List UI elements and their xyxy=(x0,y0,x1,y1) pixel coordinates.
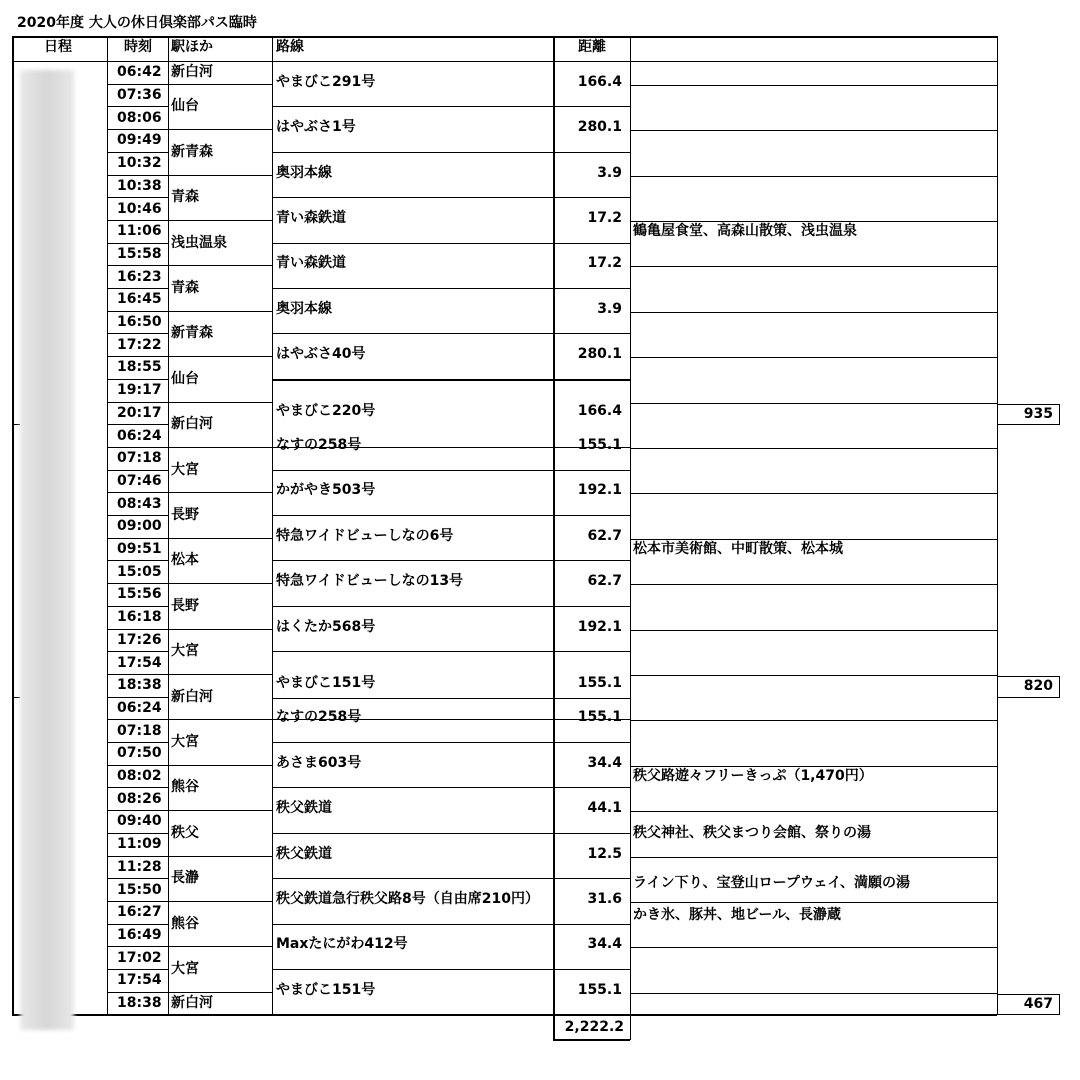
note-row-line xyxy=(630,493,997,494)
time-row-line xyxy=(107,856,168,857)
station-cell: 長野 xyxy=(171,507,199,523)
time-cell: 07:36 xyxy=(117,87,162,104)
time-cell: 07:18 xyxy=(117,722,162,739)
route-name: 青い森鉄道 xyxy=(276,255,346,272)
time-cell: 15:56 xyxy=(117,586,162,603)
time-cell: 18:55 xyxy=(117,359,162,376)
route-distance: 3.9 xyxy=(597,164,622,181)
station-cell: 新白河 xyxy=(171,64,213,81)
time-cell: 11:28 xyxy=(117,858,162,875)
time-row-line xyxy=(107,356,168,357)
note-cell: 秩父神社、秩父まつり会館、祭りの湯 xyxy=(633,824,871,841)
time-cell: 20:17 xyxy=(117,404,162,421)
time-cell: 07:50 xyxy=(117,745,162,762)
station-row-line xyxy=(168,220,272,221)
note-row-line xyxy=(630,85,997,86)
time-cell: 18:38 xyxy=(117,995,162,1012)
station-cell: 長瀞 xyxy=(171,870,199,887)
route-row-line xyxy=(272,878,630,879)
route-distance: 34.4 xyxy=(587,936,622,953)
note-row-line xyxy=(630,857,997,858)
time-row-line xyxy=(107,492,168,493)
grid-line xyxy=(272,36,273,1015)
route-name: はやぶさ1号 xyxy=(276,119,356,136)
day-total-box xyxy=(997,424,1059,425)
station-row-line xyxy=(168,492,272,493)
schedule-dates-redacted xyxy=(20,70,74,1030)
time-cell: 15:58 xyxy=(117,245,162,262)
time-row-line xyxy=(107,924,168,925)
time-row-line xyxy=(107,765,168,766)
time-row-line xyxy=(107,470,168,471)
route-row-line xyxy=(272,787,630,788)
time-row-line xyxy=(107,560,168,561)
time-cell: 08:26 xyxy=(117,790,162,807)
grand-total: 2,222.2 xyxy=(564,1019,624,1036)
time-row-line xyxy=(107,787,168,788)
note-row-line xyxy=(630,221,997,222)
time-row-line xyxy=(107,878,168,879)
time-row-line xyxy=(107,946,168,947)
route-row-line xyxy=(272,651,630,652)
grid-line xyxy=(554,36,555,1015)
time-cell: 08:43 xyxy=(117,495,162,512)
station-row-line xyxy=(168,583,272,584)
day-separator-tick xyxy=(12,697,20,698)
route-row-line xyxy=(272,606,630,607)
route-name: Maxたにがわ412号 xyxy=(276,936,408,953)
time-row-line xyxy=(107,311,168,312)
note-row-line xyxy=(630,947,997,948)
day-total: 467 xyxy=(1023,996,1053,1013)
route-distance: 44.1 xyxy=(587,800,622,817)
time-row-line xyxy=(107,742,168,743)
grid-line xyxy=(13,36,14,1015)
station-row-line xyxy=(168,765,272,766)
time-row-line xyxy=(107,674,168,675)
note-row-line xyxy=(630,675,997,676)
note-row-line xyxy=(630,902,997,903)
day-total-box xyxy=(997,404,1059,405)
time-cell: 10:32 xyxy=(117,155,162,172)
station-cell: 新白河 xyxy=(171,416,213,433)
time-cell: 17:22 xyxy=(117,336,162,353)
station-cell: 大宮 xyxy=(171,961,199,977)
route-distance: 280.1 xyxy=(577,119,622,136)
grid-line xyxy=(1059,994,1060,1016)
route-row-line xyxy=(272,152,630,153)
note-row-line xyxy=(630,266,997,267)
time-row-line xyxy=(107,129,168,130)
station-cell: 浅虫温泉 xyxy=(171,234,227,251)
route-row-line xyxy=(272,742,630,743)
station-row-line xyxy=(168,901,272,902)
time-row-line xyxy=(107,833,168,834)
day-total-box xyxy=(997,676,1059,677)
time-cell: 08:02 xyxy=(117,768,162,785)
note-row-line xyxy=(630,357,997,358)
time-row-line xyxy=(107,424,168,425)
time-cell: 16:27 xyxy=(117,904,162,921)
station-cell: 青森 xyxy=(171,189,199,206)
route-row-line xyxy=(272,197,630,198)
route-name: なすの258号 xyxy=(276,709,362,726)
grid-line xyxy=(630,1014,631,1040)
note-row-line xyxy=(630,630,997,631)
station-row-line xyxy=(168,856,272,857)
route-name: やまびこ151号 xyxy=(276,981,376,998)
route-distance: 17.2 xyxy=(587,255,622,272)
time-cell: 08:06 xyxy=(117,109,162,126)
route-name: やまびこ220号 xyxy=(276,402,376,419)
route-row-line xyxy=(272,515,630,516)
route-distance: 62.7 xyxy=(587,573,622,590)
station-cell: 大宮 xyxy=(171,734,199,750)
time-row-line xyxy=(107,197,168,198)
time-row-line xyxy=(107,402,168,403)
route-row-line xyxy=(272,924,630,925)
route-name: 特急ワイドビューしなの13号 xyxy=(276,573,464,590)
note-row-line xyxy=(630,539,997,540)
time-cell: 09:51 xyxy=(117,541,162,558)
time-row-line xyxy=(107,515,168,516)
day-total-box xyxy=(997,994,1059,995)
route-distance: 17.2 xyxy=(587,209,622,226)
page-title: 2020年度 大人の休日倶楽部パス臨時 xyxy=(17,15,257,31)
time-cell: 09:49 xyxy=(117,132,162,149)
route-row-line xyxy=(272,106,630,107)
time-cell: 07:18 xyxy=(117,450,162,467)
time-cell: 17:54 xyxy=(117,972,162,989)
note-cell: かき氷、豚丼、地ビール、長瀞蔵 xyxy=(633,906,842,923)
station-cell: 仙台 xyxy=(171,98,199,115)
station-row-line xyxy=(168,311,272,312)
time-row-line xyxy=(107,175,168,176)
time-cell: 11:06 xyxy=(117,223,162,240)
route-name: 秩父鉄道急行秩父路8号（自由席210円） xyxy=(276,890,539,907)
header-route: 路線 xyxy=(276,39,304,55)
station-row-line xyxy=(168,992,272,993)
route-distance: 192.1 xyxy=(577,618,622,635)
time-cell: 18:38 xyxy=(117,677,162,694)
time-cell: 19:17 xyxy=(117,382,162,399)
time-cell: 16:18 xyxy=(117,609,162,626)
route-distance: 12.5 xyxy=(587,845,622,862)
time-cell: 11:09 xyxy=(117,836,162,853)
time-row-line xyxy=(107,152,168,153)
time-row-line xyxy=(107,992,168,993)
route-distance: 155.1 xyxy=(577,675,622,692)
time-cell: 06:24 xyxy=(117,699,162,716)
time-row-line xyxy=(107,538,168,539)
station-row-line xyxy=(168,402,272,403)
time-row-line xyxy=(107,583,168,584)
station-row-line xyxy=(168,719,272,720)
station-cell: 熊谷 xyxy=(171,779,199,796)
station-row-line xyxy=(168,1014,272,1015)
route-row-line xyxy=(272,833,630,834)
note-cell: ライン下り、宝登山ロープウェイ、満願の湯 xyxy=(633,874,911,891)
station-row-line xyxy=(168,538,272,539)
grid-line xyxy=(1059,404,1060,426)
station-cell: 長野 xyxy=(171,597,199,614)
header-schedule: 日程 xyxy=(44,39,72,55)
time-row-line xyxy=(107,810,168,811)
time-cell: 17:54 xyxy=(117,654,162,671)
day-total-box xyxy=(997,1014,1059,1015)
time-row-line xyxy=(107,243,168,244)
route-name: はくたか568号 xyxy=(276,618,376,635)
route-distance: 166.4 xyxy=(577,402,622,419)
route-name: かがやき503号 xyxy=(276,482,376,499)
route-name: やまびこ291号 xyxy=(276,73,376,90)
grid-line xyxy=(107,36,108,1015)
route-distance: 3.9 xyxy=(597,300,622,317)
station-row-line xyxy=(168,84,272,85)
route-distance: 155.1 xyxy=(577,981,622,998)
header-distance: 距離 xyxy=(578,39,606,55)
route-distance: 166.4 xyxy=(577,73,622,90)
station-cell: 松本 xyxy=(171,552,199,569)
time-cell: 10:38 xyxy=(117,177,162,194)
route-distance: 155.1 xyxy=(577,436,622,453)
route-name: 奥羽本線 xyxy=(276,164,332,181)
note-cell: 秩父路遊々フリーきっぷ（1,470円） xyxy=(633,768,873,785)
station-row-line xyxy=(168,265,272,266)
header-station: 駅ほか xyxy=(171,39,213,55)
time-row-line xyxy=(107,969,168,970)
day-total: 820 xyxy=(1023,678,1053,695)
route-name: 特急ワイドビューしなの6号 xyxy=(276,527,454,544)
time-row-line xyxy=(107,697,168,698)
route-row-line xyxy=(272,560,630,561)
time-row-line xyxy=(107,606,168,607)
time-row-line xyxy=(107,333,168,334)
route-name: 秩父鉄道 xyxy=(276,800,332,817)
grid-line xyxy=(997,36,998,1015)
station-cell: 大宮 xyxy=(171,461,199,478)
time-cell: 16:49 xyxy=(117,926,162,943)
note-row-line xyxy=(630,993,997,994)
time-cell: 10:46 xyxy=(117,200,162,217)
station-cell: 秩父 xyxy=(171,824,199,841)
time-cell: 06:24 xyxy=(117,427,162,444)
time-cell: 16:50 xyxy=(117,314,162,331)
station-row-line xyxy=(168,129,272,130)
note-row-line xyxy=(630,176,997,177)
station-cell: 新白河 xyxy=(171,995,213,1012)
time-cell: 16:45 xyxy=(117,291,162,308)
route-distance: 192.1 xyxy=(577,482,622,499)
time-row-line xyxy=(107,379,168,380)
route-name: 奥羽本線 xyxy=(276,300,332,317)
time-row-line xyxy=(107,106,168,107)
station-row-line xyxy=(168,810,272,811)
time-cell: 17:26 xyxy=(117,631,162,648)
route-row-line xyxy=(272,243,630,244)
station-row-line xyxy=(168,447,272,448)
time-row-line xyxy=(107,265,168,266)
station-row-line xyxy=(168,946,272,947)
route-name: あさま603号 xyxy=(276,754,362,771)
note-row-line xyxy=(630,448,997,449)
time-cell: 15:05 xyxy=(117,563,162,580)
route-distance: 31.6 xyxy=(587,890,622,907)
station-row-line xyxy=(168,356,272,357)
route-name: 青い森鉄道 xyxy=(276,209,346,226)
station-row-line xyxy=(168,175,272,176)
station-cell: 新青森 xyxy=(171,143,213,160)
station-row-line xyxy=(168,674,272,675)
station-cell: 大宮 xyxy=(171,643,199,660)
note-row-line xyxy=(630,584,997,585)
grid-line xyxy=(630,36,631,1015)
time-row-line xyxy=(107,288,168,289)
day-separator-tick xyxy=(12,424,20,425)
route-name: なすの258号 xyxy=(276,436,362,453)
time-cell: 17:02 xyxy=(117,949,162,966)
day-total-box xyxy=(997,697,1059,698)
time-row-line xyxy=(107,447,168,448)
day-total: 935 xyxy=(1023,405,1053,422)
route-distance: 280.1 xyxy=(577,346,622,363)
time-cell: 09:00 xyxy=(117,518,162,535)
note-row-line xyxy=(630,766,997,767)
day-separator-tick xyxy=(12,1014,20,1015)
time-cell: 15:50 xyxy=(117,881,162,898)
note-row-line xyxy=(630,811,997,812)
time-cell: 16:23 xyxy=(117,268,162,285)
time-cell: 06:42 xyxy=(117,64,162,81)
route-row-line xyxy=(272,288,630,289)
route-row-line xyxy=(272,470,630,471)
route-name: 秩父鉄道 xyxy=(276,845,332,862)
note-row-line xyxy=(630,312,997,313)
note-row-line xyxy=(630,130,997,131)
note-cell: 松本市美術館、中町散策、松本城 xyxy=(633,541,843,558)
route-name: やまびこ151号 xyxy=(276,675,376,692)
time-row-line xyxy=(107,719,168,720)
time-row-line xyxy=(107,629,168,630)
route-row-line xyxy=(272,969,630,970)
time-row-line xyxy=(107,901,168,902)
station-cell: 新白河 xyxy=(171,688,213,705)
time-row-line xyxy=(107,84,168,85)
time-cell: 09:40 xyxy=(117,813,162,830)
route-row-line xyxy=(272,1014,630,1015)
station-row-line xyxy=(168,629,272,630)
time-row-line xyxy=(107,651,168,652)
route-distance: 62.7 xyxy=(587,527,622,544)
header-time: 時刻 xyxy=(124,39,152,55)
note-row-line xyxy=(630,720,997,721)
station-cell: 青森 xyxy=(171,280,199,296)
note-cell: 鶴亀屋食堂、高森山散策、浅虫温泉 xyxy=(633,223,857,240)
time-row-line xyxy=(107,220,168,221)
route-row-line xyxy=(272,333,630,334)
route-distance: 155.1 xyxy=(577,709,622,726)
station-cell: 熊谷 xyxy=(171,915,199,932)
grid-line xyxy=(554,1014,555,1040)
route-distance: 34.4 xyxy=(587,754,622,771)
route-name: はやぶさ40号 xyxy=(276,346,366,363)
station-cell: 新青森 xyxy=(171,325,213,342)
grid-line xyxy=(1059,676,1060,698)
note-row-line xyxy=(630,403,997,404)
station-cell: 仙台 xyxy=(171,370,199,387)
time-cell: 07:46 xyxy=(117,472,162,489)
grid-line xyxy=(168,36,169,1015)
